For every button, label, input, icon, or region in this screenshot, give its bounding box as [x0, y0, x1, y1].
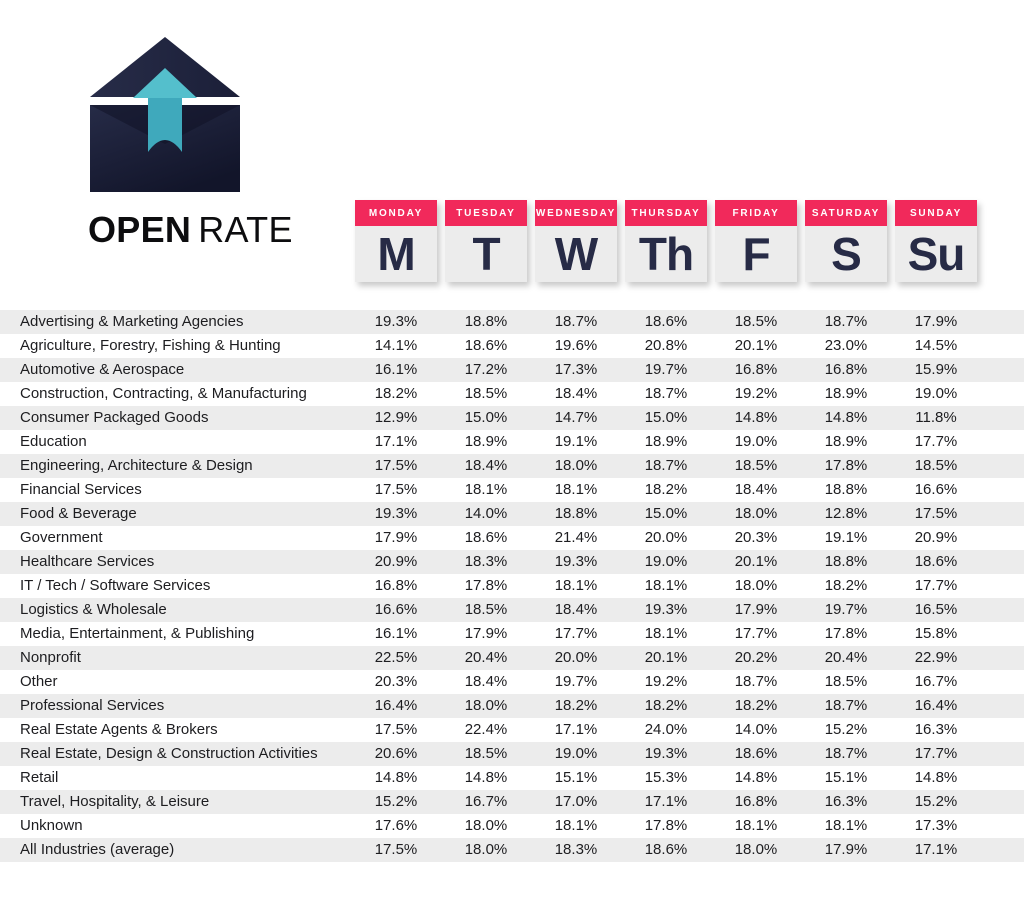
rate-value: 16.6%: [374, 601, 418, 618]
rate-value: 16.5%: [914, 601, 958, 618]
table-row: [0, 502, 1024, 526]
rate-value: 15.9%: [914, 361, 958, 378]
industry-label: Healthcare Services: [20, 553, 155, 570]
rate-value: 17.1%: [914, 841, 958, 858]
industry-label: Real Estate, Design & Construction Activities: [20, 745, 318, 762]
rate-value: 15.3%: [644, 769, 688, 786]
rate-value: 18.1%: [554, 577, 598, 594]
rate-value: 17.9%: [914, 313, 958, 330]
table-row: [0, 694, 1024, 718]
rate-value: 18.4%: [554, 601, 598, 618]
industry-label: Travel, Hospitality, & Leisure: [20, 793, 210, 810]
day-header-row: [355, 200, 977, 282]
open-rate-table: [0, 310, 1024, 862]
rate-value: 18.5%: [464, 745, 508, 762]
rate-value: 17.5%: [374, 841, 418, 858]
table-row: [0, 310, 1024, 334]
rate-value: 22.5%: [374, 649, 418, 666]
rate-value: 17.5%: [374, 457, 418, 474]
rate-value: 17.2%: [464, 361, 508, 378]
industry-label: Food & Beverage: [20, 505, 137, 522]
day-card-name: TUESDAY: [445, 200, 527, 226]
rate-value: 16.4%: [374, 697, 418, 714]
rate-value: 18.1%: [644, 625, 688, 642]
rate-value: 14.8%: [914, 769, 958, 786]
day-card-abbr: Su: [907, 228, 965, 280]
day-card-abbr: S: [831, 228, 861, 280]
rate-value: 19.0%: [734, 433, 778, 450]
rate-value: 17.7%: [734, 625, 778, 642]
industry-label: Logistics & Wholesale: [20, 601, 167, 618]
rate-value: 20.1%: [734, 553, 778, 570]
rate-value: 18.2%: [554, 697, 598, 714]
logo-title: [86, 209, 293, 251]
table-row: [0, 598, 1024, 622]
day-card: [535, 200, 617, 282]
rate-value: 18.9%: [824, 433, 868, 450]
rate-value: 20.9%: [914, 529, 958, 546]
rate-value: 17.9%: [734, 601, 778, 618]
rate-value: 17.5%: [374, 721, 418, 738]
table-row: [0, 814, 1024, 838]
rate-value: 17.6%: [374, 817, 418, 834]
rate-value: 14.7%: [554, 409, 598, 426]
rate-value: 19.7%: [644, 361, 688, 378]
rate-value: 18.0%: [554, 457, 598, 474]
rate-value: 20.0%: [644, 529, 688, 546]
rate-value: 15.8%: [914, 625, 958, 642]
table-row: [0, 334, 1024, 358]
rate-value: 18.7%: [824, 697, 868, 714]
rate-value: 18.6%: [734, 745, 778, 762]
rate-value: 19.2%: [644, 673, 688, 690]
rate-value: 18.4%: [554, 385, 598, 402]
rate-value: 17.8%: [824, 625, 868, 642]
industry-label: Real Estate Agents & Brokers: [20, 721, 218, 738]
rate-value: 17.1%: [644, 793, 688, 810]
industry-label: Financial Services: [20, 481, 142, 498]
table-row: [0, 790, 1024, 814]
rate-value: 12.8%: [824, 505, 868, 522]
rate-value: 15.2%: [824, 721, 868, 738]
rate-value: 18.6%: [644, 841, 688, 858]
rate-value: 22.9%: [914, 649, 958, 666]
rate-value: 12.9%: [374, 409, 418, 426]
industry-label: Retail: [20, 769, 59, 786]
rate-value: 18.3%: [464, 553, 508, 570]
rate-value: 18.1%: [734, 817, 778, 834]
day-card-abbr: M: [377, 228, 415, 280]
rate-value: 18.0%: [464, 697, 508, 714]
table-row: [0, 430, 1024, 454]
rate-value: 18.7%: [824, 745, 868, 762]
rate-value: 18.1%: [554, 817, 598, 834]
rate-value: 20.9%: [374, 553, 418, 570]
rate-value: 24.0%: [644, 721, 688, 738]
rate-value: 18.5%: [734, 457, 778, 474]
rate-value: 19.2%: [734, 385, 778, 402]
rate-value: 19.3%: [644, 601, 688, 618]
day-card-abbr: Th: [638, 228, 694, 280]
day-card: [445, 200, 527, 282]
table-row: [0, 478, 1024, 502]
day-card-name: SUNDAY: [895, 200, 977, 226]
rate-value: 18.9%: [824, 385, 868, 402]
rate-value: 17.7%: [914, 433, 958, 450]
rate-value: 19.0%: [554, 745, 598, 762]
rate-value: 18.2%: [644, 481, 688, 498]
rate-value: 17.5%: [374, 481, 418, 498]
rate-value: 16.8%: [734, 361, 778, 378]
rate-value: 14.8%: [824, 409, 868, 426]
rate-value: 19.1%: [554, 433, 598, 450]
rate-value: 18.5%: [824, 673, 868, 690]
rate-value: 17.1%: [554, 721, 598, 738]
rate-value: 18.0%: [734, 577, 778, 594]
rate-value: 17.0%: [554, 793, 598, 810]
industry-label: Consumer Packaged Goods: [20, 409, 209, 426]
rate-value: 14.0%: [734, 721, 778, 738]
industry-label: Engineering, Architecture & Design: [20, 457, 253, 474]
rate-value: 22.4%: [464, 721, 508, 738]
rate-value: 19.3%: [554, 553, 598, 570]
rate-value: 20.0%: [554, 649, 598, 666]
rate-value: 18.6%: [644, 313, 688, 330]
industry-label: Education: [20, 433, 87, 450]
rate-value: 18.5%: [464, 385, 508, 402]
rate-value: 17.8%: [464, 577, 508, 594]
logo: [86, 32, 293, 251]
rate-value: 19.3%: [374, 313, 418, 330]
rate-value: 17.1%: [374, 433, 418, 450]
rate-value: 21.4%: [554, 529, 598, 546]
rate-value: 19.1%: [824, 529, 868, 546]
rate-value: 18.9%: [644, 433, 688, 450]
day-card-name: MONDAY: [355, 200, 437, 226]
rate-value: 18.7%: [644, 385, 688, 402]
rate-value: 18.6%: [914, 553, 958, 570]
rate-value: 17.9%: [824, 841, 868, 858]
table-row: [0, 574, 1024, 598]
rate-value: 18.6%: [464, 529, 508, 546]
table-row: [0, 838, 1024, 862]
table-row: [0, 718, 1024, 742]
industry-label: Nonprofit: [20, 649, 81, 666]
rate-value: 15.2%: [374, 793, 418, 810]
rate-value: 18.9%: [464, 433, 508, 450]
table-row: [0, 742, 1024, 766]
rate-value: 18.7%: [554, 313, 598, 330]
rate-value: 20.3%: [734, 529, 778, 546]
logo-title-rate: RATE: [198, 209, 293, 250]
rate-value: 20.1%: [734, 337, 778, 354]
rate-value: 18.5%: [914, 457, 958, 474]
rate-value: 16.8%: [734, 793, 778, 810]
rate-value: 18.8%: [824, 553, 868, 570]
table-row: [0, 406, 1024, 430]
industry-label: Advertising & Marketing Agencies: [20, 313, 244, 330]
rate-value: 16.6%: [914, 481, 958, 498]
day-card: [805, 200, 887, 282]
rate-value: 16.1%: [374, 625, 418, 642]
rate-value: 17.7%: [554, 625, 598, 642]
rate-value: 18.1%: [824, 817, 868, 834]
rate-value: 18.7%: [644, 457, 688, 474]
rate-value: 14.8%: [734, 409, 778, 426]
day-card: [625, 200, 707, 282]
rate-value: 18.3%: [554, 841, 598, 858]
rate-value: 19.0%: [914, 385, 958, 402]
industry-label: Media, Entertainment, & Publishing: [20, 625, 255, 642]
rate-value: 16.3%: [824, 793, 868, 810]
rate-value: 14.8%: [374, 769, 418, 786]
table-row: [0, 646, 1024, 670]
rate-value: 20.2%: [734, 649, 778, 666]
rate-value: 15.1%: [824, 769, 868, 786]
rate-value: 18.0%: [734, 841, 778, 858]
rate-value: 18.8%: [824, 481, 868, 498]
rate-value: 17.9%: [464, 625, 508, 642]
rate-value: 17.3%: [914, 817, 958, 834]
day-card-name: SATURDAY: [805, 200, 887, 226]
rate-value: 11.8%: [915, 409, 957, 426]
rate-value: 14.5%: [914, 337, 958, 354]
rate-value: 18.4%: [464, 457, 508, 474]
rate-value: 16.3%: [914, 721, 958, 738]
table-row: [0, 382, 1024, 406]
rate-value: 19.3%: [644, 745, 688, 762]
rate-value: 18.0%: [464, 817, 508, 834]
rate-value: 18.1%: [554, 481, 598, 498]
rate-value: 15.2%: [914, 793, 958, 810]
rate-value: 17.3%: [554, 361, 598, 378]
rate-value: 17.5%: [914, 505, 958, 522]
rate-value: 19.7%: [554, 673, 598, 690]
table-row: [0, 766, 1024, 790]
rate-value: 16.7%: [914, 673, 958, 690]
rate-value: 20.3%: [374, 673, 418, 690]
rate-value: 17.8%: [824, 457, 868, 474]
rate-value: 18.2%: [644, 697, 688, 714]
table-row: [0, 550, 1024, 574]
rate-value: 14.8%: [464, 769, 508, 786]
day-card-abbr: W: [554, 228, 598, 280]
rate-value: 14.1%: [374, 337, 418, 354]
rate-value: 19.3%: [374, 505, 418, 522]
rate-value: 20.4%: [824, 649, 868, 666]
rate-value: 14.0%: [464, 505, 508, 522]
day-card: [895, 200, 977, 282]
rate-value: 17.7%: [914, 577, 958, 594]
rate-value: 16.8%: [374, 577, 418, 594]
rate-value: 18.5%: [464, 601, 508, 618]
rate-value: 15.0%: [464, 409, 508, 426]
rate-value: 19.7%: [824, 601, 868, 618]
industry-label: Construction, Contracting, & Manufacturing: [20, 385, 307, 402]
rate-value: 17.8%: [644, 817, 688, 834]
rate-value: 18.1%: [464, 481, 508, 498]
rate-value: 20.1%: [644, 649, 688, 666]
table-row: [0, 622, 1024, 646]
day-card-abbr: T: [472, 228, 500, 280]
rate-value: 19.6%: [554, 337, 598, 354]
rate-value: 18.5%: [734, 313, 778, 330]
rate-value: 18.1%: [644, 577, 688, 594]
table-row: [0, 670, 1024, 694]
rate-value: 18.7%: [824, 313, 868, 330]
industry-label: Automotive & Aerospace: [20, 361, 185, 378]
industry-label: Agriculture, Forestry, Fishing & Hunting: [20, 337, 281, 354]
rate-value: 18.8%: [554, 505, 598, 522]
table-row: [0, 454, 1024, 478]
rate-value: 18.7%: [734, 673, 778, 690]
rate-value: 15.0%: [644, 409, 688, 426]
industry-label: Unknown: [20, 817, 83, 834]
rate-value: 17.9%: [374, 529, 418, 546]
rate-value: 20.6%: [374, 745, 418, 762]
rate-value: 16.1%: [374, 361, 418, 378]
day-card: [715, 200, 797, 282]
rate-value: 16.8%: [824, 361, 868, 378]
day-card: [355, 200, 437, 282]
day-card-name: FRIDAY: [715, 200, 797, 226]
day-card-name: WEDNESDAY: [535, 200, 617, 226]
industry-label: Other: [20, 673, 58, 690]
rate-value: 18.2%: [734, 697, 778, 714]
rate-value: 18.2%: [824, 577, 868, 594]
rate-value: 20.8%: [644, 337, 688, 354]
rate-value: 23.0%: [824, 337, 868, 354]
rate-value: 18.2%: [374, 385, 418, 402]
industry-label: Professional Services: [20, 697, 165, 714]
rate-value: 16.4%: [914, 697, 958, 714]
rate-value: 17.7%: [914, 745, 958, 762]
rate-value: 15.0%: [644, 505, 688, 522]
rate-value: 18.0%: [464, 841, 508, 858]
rate-value: 18.0%: [734, 505, 778, 522]
rate-value: 19.0%: [644, 553, 688, 570]
table-row: [0, 358, 1024, 382]
industry-label: All Industries (average): [20, 841, 175, 858]
rate-value: 20.4%: [464, 649, 508, 666]
rate-value: 18.4%: [464, 673, 508, 690]
rate-value: 18.4%: [734, 481, 778, 498]
logo-title-open: OPEN: [88, 209, 192, 250]
day-card-name: THURSDAY: [625, 200, 707, 226]
rate-value: 14.8%: [734, 769, 778, 786]
envelope-arrow-logo-icon: [86, 32, 244, 194]
rate-value: 18.6%: [464, 337, 508, 354]
table-row: [0, 526, 1024, 550]
day-card-abbr: F: [742, 228, 770, 280]
rate-value: 15.1%: [554, 769, 598, 786]
rate-value: 16.7%: [464, 793, 508, 810]
rate-value: 18.8%: [464, 313, 508, 330]
industry-label: IT / Tech / Software Services: [20, 577, 211, 594]
industry-label: Government: [20, 529, 103, 546]
